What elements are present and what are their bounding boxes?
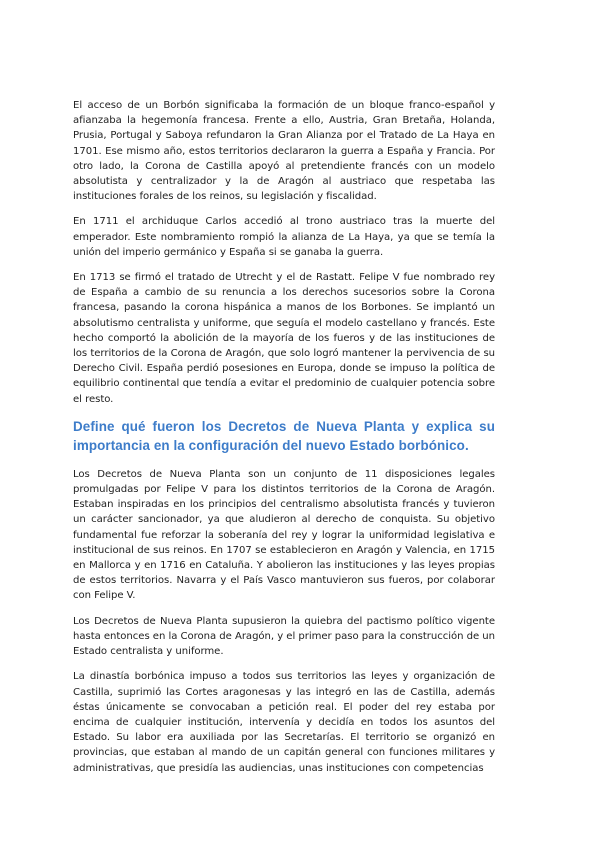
- paragraph-bourbon-organization: La dinastía borbónica impuso a todos sus territorios las leyes y organización de Castilla, suprimió las Cortes aragonesas y las integró en las de Castilla, además éstas únicamente se convocaban a petición real. El poder del rey estaba por encima de cualquier institución, intervenía y decidía en todos los asuntos del Estado. Su labor era auxiliada por las Secretarías. El territorio se organizó en provincias, que estaban al mando de un capitán general con funciones militares y administrativas, que presidía las audiencias, unas instituciones con competencias: [73, 671, 495, 774]
- document-page: [73, 98, 495, 786]
- paragraph-decrees-importance: Los Decretos de Nueva Planta supusieron la quiebra del pactismo político vigente hasta entonces en la Corona de Aragón, y el primer paso para la construcción de un Estado centralista y uniforme.: [73, 615, 495, 658]
- paragraph-archduke-charles: En 1711 el archiduque Carlos accedió al trono austriaco tras la muerte del emperador. Este nombramiento rompió la alianza de La Haya, ya que se temía la unión del imperio germánico y España si se ganaba la guerra.: [73, 216, 495, 258]
- paragraph-decrees-definition: Los Decretos de Nueva Planta son un conjunto de 11 disposiciones legales promulgadas por Felipe V para los distintos territorios de la Corona de Aragón. Estaban inspiradas en los principios del centralismo absolutista francés y tuvieron un carácter sancionador, ya que aludieron al derecho de conquista. Su objetivo fundamental fue reforzar la soberanía del rey y lograr la uniformidad legislativa e institucional de sus reinos. En 1707 se establecieron en Aragón y Valencia, en 1715 en Mallorca y en 1716 en Cataluña. Y abolieron las instituciones y las leyes propias de estos territorios. Navarra y el País Vasco mantuvieron sus fueros, por colaborar con Felipe V.: [73, 468, 495, 602]
- paragraph-bourbon-bloc: El acceso de un Borbón significaba la formación de un bloque franco-español y afianzaba la hegemonía francesa. Frente a ello, Austria, Gran Bretaña, Holanda, Prusia, Portugal y Saboya refundaron la Gran Alianza por el Tratado de La Haya en 1701. Ese mismo año, estos territorios declararon la guerra a España y Francia. Por otro lado, la Corona de Castilla apoyó al pretendiente francés con un modelo absolutista y centralizador y la de Aragón al austriaco que respetaba las instituciones forales de los reinos, su legislación y fiscalidad.: [73, 100, 495, 203]
- section-heading: Define qué fueron los Decretos de Nueva Planta y explica su importancia en la configuración del nuevo Estado borbónico.: [73, 418, 495, 453]
- paragraph-utrecht-treaty: En 1713 se firmó el tratado de Utrecht y el de Rastatt. Felipe V fue nombrado rey de España a cambio de su renuncia a los derechos sucesorios sobre la Corona francesa, pasando la corona hispánica a manos de los Borbones. Se implantó un absolutismo centralista y uniforme, que seguía el modelo castellano y francés. Este hecho comportó la abolición de la mayoría de los fueros y de las instituciones de los territorios de la Corona de Aragón, que solo logró mantener la pervivencia de su Derecho Civil. España perdió posesiones en Europa, donde se impuso la política de equilibrio continental que tendía a evitar el predominio de cualquier potencia sobre el resto.: [73, 272, 495, 405]
